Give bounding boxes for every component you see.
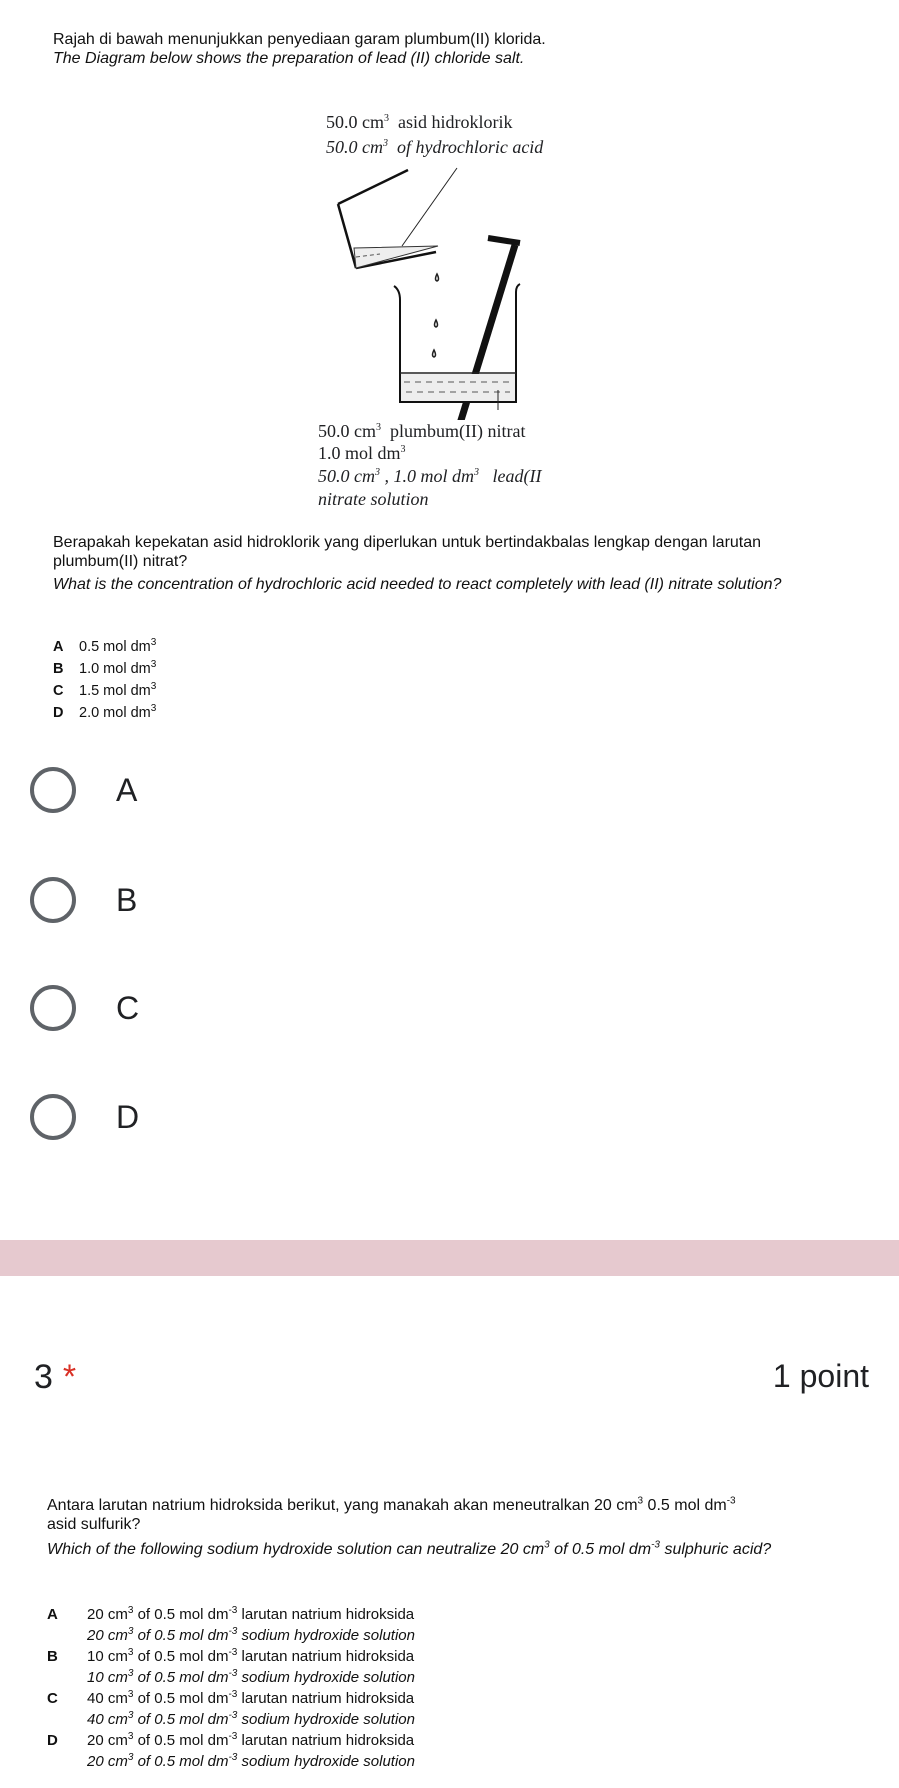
acid-label-en: 50.0 $cm^3$ of hydrochloric acid [326,137,544,157]
radio-a[interactable] [30,767,76,813]
section-divider [0,1240,899,1276]
radio-d[interactable] [30,1094,76,1140]
question-points: 1 point [772,1358,869,1394]
radio-c[interactable] [30,985,76,1031]
question-intro-ms: Rajah di bawah menunjukkan penyediaan garam plumbum(II) klorida. [53,31,546,48]
acid-label-ms: 50.0 $cm^3$ asid hidroklorik [326,112,513,132]
choice-a-label: A [116,771,138,808]
nitrate-label-en-line1: 50.0 $cm^3$ , 1.0 mol $dm^3$ lead(II [318,466,542,486]
option-b-text: B 1.0 mol $dm^3$ [53,659,157,677]
option-c-text: C 1.5 mol $dm^3$ [53,681,157,699]
q3-option-a-ms: A 20 $cm^3$ of 0.5 mol $dm^{-3}$ larutan natrium hidroksida [47,1605,415,1623]
question-number: 3 * [34,1358,77,1396]
choice-b[interactable] [30,870,137,930]
required-marker: * [62,1358,77,1396]
nitrate-label-ms-line2: 1.0 mol $dm^3$ [318,443,406,463]
choice-c-label: C [116,989,140,1026]
q3-option-c-en: 40 $cm^3$ of 0.5 mol $dm^{-3}$ sodium hydroxide solution [87,1710,415,1728]
acid-droplets [433,274,439,357]
radio-b[interactable] [30,877,76,923]
question-intro-en: The Diagram below shows the preparation of lead (II) chloride salt. [53,50,525,67]
q3-option-b-ms: B 10 $cm^3$ of 0.5 mol $dm^{-3}$ larutan natrium hidroksida [47,1647,415,1665]
q3-option-a-en: 20 $cm^3$ of 0.5 mol $dm^{-3}$ sodium hydroxide solution [87,1626,415,1644]
q3-option-d-en: 20 $cm^3$ of 0.5 mol $dm^{-3}$ sodium hydroxide solution [87,1752,415,1770]
q3-option-d-ms: D 20 $cm^3$ of 0.5 mol $dm^{-3}$ larutan natrium hidroksida [47,1731,415,1749]
option-a-text: A 0.5 mol $dm^3$ [53,637,157,655]
choice-a[interactable] [30,760,137,820]
q3-option-b-en: 10 $cm^3$ of 0.5 mol $dm^{-3}$ sodium hydroxide solution [87,1668,415,1686]
question-stem-en: What is the concentration of hydrochloric acid needed to react completely with lead (II) nitrate solution? [53,576,782,593]
q3-stem-ms: Antara larutan natrium hidroksida berikut, yang manakah akan meneutralkan 20 $cm^3$ 0.5 mol $dm^{-3}$ asid sulfurik? [47,1495,736,1533]
nitrate-label-ms-line1: 50.0 $cm^3$ plumbum(II) nitrat [318,421,526,441]
q3-option-c-ms: C 40 $cm^3$ of 0.5 mol $dm^{-3}$ larutan natrium hidroksida [47,1689,415,1707]
choice-b-label: B [116,881,138,918]
choice-c[interactable] [30,978,139,1038]
choice-d[interactable] [30,1087,139,1147]
choice-d-label: D [116,1098,140,1135]
nitrate-label-en-line2: nitrate solution [318,489,429,509]
option-d-text: D 2.0 mol $dm^3$ [53,703,157,721]
apparatus-diagram [320,160,550,420]
question-stem-ms: Berapakah kepekatan asid hidroklorik yang diperlukan untuk bertindakbalas lengkap dengan larutan plumbum(II) nitrat? [53,534,762,570]
q3-stem-en: Which of the following sodium hydroxide solution can neutralize 20 $cm^3$ of 0.5 mol $dm^{-3}$ sulphuric acid? [47,1539,772,1558]
